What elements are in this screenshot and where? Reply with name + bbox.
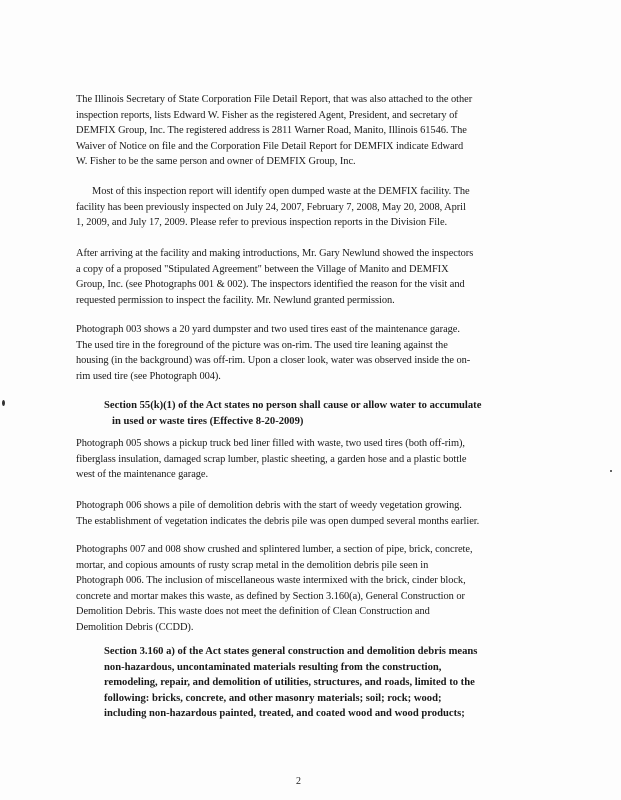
text-line: Demolition Debris (CCDD). <box>76 621 194 633</box>
paragraph-corporation-report <box>76 92 544 170</box>
text-line: Photographs 007 and 008 show crushed and splintered lumber, a section of pipe, brick, concrete, <box>76 544 473 555</box>
text-line: non-hazardous, uncontaminated materials resulting from the construction, <box>104 661 442 673</box>
text-line: DEMFIX Group, Inc. The registered address is 2811 Warner Road, Manito, Illinois 61546. The <box>76 125 467 137</box>
text-line: requested permission to inspect the facility. Mr. Newlund granted permission. <box>76 294 395 306</box>
text-line: inspection reports, lists Edward W. Fisher as the registered Agent, President, and secretary of <box>76 109 458 121</box>
text-line: Demolition Debris. This waste does not meet the definition of Clean Construction and <box>76 606 430 618</box>
text-line: Group, Inc. (see Photographs 001 & 002). The inspectors identified the reason for the visit and <box>76 279 465 291</box>
scan-speck <box>610 470 612 472</box>
text-line: Waiver of Notice on file and the Corporation File Detail Report for DEMFIX indicate Edward <box>76 140 464 152</box>
text-line: rim used tire (see Photograph 004). <box>76 370 221 382</box>
text-line: Section 3.160 a) of the Act states general construction and demolition debris means <box>104 646 478 657</box>
text-line: remodeling, repair, and demolition of utilities, structures, and roads, limited to the <box>104 677 475 689</box>
text-line: After arriving at the facility and making introductions, Mr. Gary Newlund showed the inspectors <box>76 248 474 259</box>
text-line: The Illinois Secretary of State Corporation File Detail Report, that was also attached to the other <box>76 94 473 105</box>
page-number: 2 <box>296 776 301 787</box>
section-55-quote <box>104 398 544 429</box>
text-line: in used or waste tires (Effective 8-20-2009) <box>112 415 304 427</box>
text-line: west of the maintenance garage. <box>76 469 209 481</box>
paragraph-previous-inspections <box>76 184 544 231</box>
text-line: The establishment of vegetation indicates the debris pile was open dumped several months earlier. <box>76 515 480 527</box>
paragraph-photograph-003 <box>76 322 544 384</box>
paragraph-photograph-006 <box>76 498 544 529</box>
section-3160-quote <box>104 644 544 722</box>
text-line: The used tire in the foreground of the picture was on-rim. The used tire leaning against the <box>76 339 448 351</box>
text-line: mortar, and copious amounts of rusty scrap metal in the demolition debris pile seen in <box>76 559 429 571</box>
paragraph-introductions <box>76 246 544 308</box>
text-line: W. Fisher to be the same person and owner of DEMFIX Group, Inc. <box>76 156 356 168</box>
text-line: Photograph 003 shows a 20 yard dumpster and two used tires east of the maintenance garage. <box>76 324 460 335</box>
text-line: following: bricks, concrete, and other masonry materials; soil; rock; wood; <box>104 692 442 704</box>
text-line: facility has been previously inspected on July 24, 2007, February 7, 2008, May 20, 2008, April <box>76 201 466 213</box>
text-line: Photograph 006 shows a pile of demolition debris with the start of weedy vegetation growing. <box>76 500 462 511</box>
text-line: Section 55(k)(1) of the Act states no person shall cause or allow water to accumulate <box>104 400 482 411</box>
text-line: Photograph 006. The inclusion of miscellaneous waste intermixed with the brick, cinder block, <box>76 575 466 587</box>
text-line: 1, 2009, and July 17, 2009. Please refer to previous inspection reports in the Division File. <box>76 217 448 229</box>
text-line: a copy of a proposed "Stipulated Agreement" between the Village of Manito and DEMFIX <box>76 263 449 275</box>
scan-speck <box>2 400 5 406</box>
text-line: housing (in the background) was off-rim. Upon a closer look, water was observed inside the on- <box>76 355 471 367</box>
text-line: Most of this inspection report will identify open dumped waste at the DEMFIX facility. The <box>92 186 470 197</box>
paragraph-photograph-005 <box>76 436 544 483</box>
text-line: concrete and mortar makes this waste, as defined by Section 3.160(a), General Construction or <box>76 590 465 602</box>
text-line: fiberglass insulation, damaged scrap lumber, plastic sheeting, a garden hose and a plastic bottle <box>76 453 467 465</box>
paragraph-photographs-007-008 <box>76 542 544 636</box>
text-line: Photograph 005 shows a pickup truck bed liner filled with waste, two used tires (both off-rim), <box>76 438 465 449</box>
text-line: including non-hazardous painted, treated, and coated wood and wood products; <box>104 708 465 720</box>
